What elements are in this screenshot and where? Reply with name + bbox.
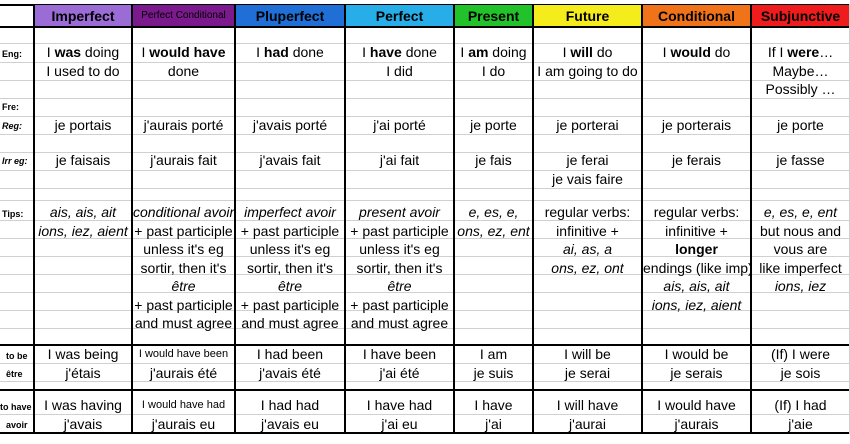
header-perfect-conditional: Perfect Conditional [133, 5, 234, 26]
grid-line [0, 389, 850, 391]
row-label-fre: Fre: [2, 102, 20, 112]
to-be-cell: I would have been j'aurais été [138, 348, 229, 381]
grid-line [0, 98, 850, 99]
reg-cell: j'avais porté [252, 117, 328, 133]
to-be-cell: I will be je serai [564, 346, 611, 381]
grid-line [0, 200, 850, 201]
irreg-cell: je ferais [671, 152, 722, 168]
row-label-reg: Reg: [2, 121, 22, 131]
to-be-cell: I have been j'ai été [362, 346, 437, 381]
row-label-avoir: avoir [6, 420, 28, 430]
reg-cell: je porte [470, 117, 517, 133]
tips-imperfect: ais, ais, ait ions, iez, aient [38, 204, 128, 239]
reg-cell: je porterais [661, 117, 732, 133]
to-be-cell: I had been j'avais été [256, 346, 324, 381]
to-have-cell: I would have had j'aurais eu [141, 399, 226, 432]
eng-cell: I am doing I do [460, 44, 527, 79]
reg-cell: j'ai porté [373, 117, 426, 133]
eng-cell: If I were… Maybe… Possibly … [765, 44, 836, 97]
to-be-cell: (If) I were je sois [770, 346, 831, 381]
row-label-eng: Eng: [2, 49, 22, 59]
header-perfect: Perfect [346, 5, 453, 26]
tips-subjunctive: e, es, e, ent but nous and vous are like imperfect ions, iez [759, 204, 842, 294]
row-label-to-be: to be [6, 351, 28, 361]
eng-cell: I have done I did [362, 44, 437, 79]
irreg-cell: je ferai je vais faire [552, 152, 623, 187]
to-have-cell: I was having j'avais [44, 397, 122, 432]
header-conditional: Conditional [643, 5, 750, 26]
header-present: Present [455, 5, 532, 26]
irreg-cell: j'aurais fait [150, 152, 217, 168]
reg-cell: je portais [54, 117, 112, 133]
to-be-cell: I was being j'étais [47, 346, 119, 381]
tips-future: regular verbs: infinitive + ai, as, a ons, ez, ont [544, 204, 631, 276]
tips-pluperfect: imperfect avoir + past participle unless it's eg sortir, then it's être + past participle and must agree [240, 204, 340, 331]
eng-cell: I would have done [141, 44, 226, 79]
row-label-tips: Tips: [2, 209, 24, 219]
grid-line [0, 80, 850, 81]
irreg-cell: je faisais [55, 152, 111, 168]
reg-cell: je porterai [556, 117, 619, 133]
irreg-cell: j'avais fait [259, 152, 321, 168]
header-imperfect: Imperfect [35, 5, 131, 26]
to-have-cell: I have j'ai [474, 397, 513, 432]
to-have-cell: I will have j'aurai [556, 397, 619, 432]
tips-conditional: regular verbs: infinitive + longer endings (like imp) ais, ais, ait ions, iez, aient [643, 204, 753, 313]
row-label-to-have: to have [0, 402, 32, 412]
eng-cell: I would do [662, 44, 731, 60]
to-have-cell: I had had j'avais eu [260, 397, 320, 432]
irreg-cell: je fais [475, 152, 512, 168]
eng-cell: I was doing I used to do [46, 44, 120, 79]
tips-present: e, es, e, ons, ez, ent [457, 204, 530, 239]
header-subjunctive: Subjunctive [752, 5, 849, 26]
grid-line [0, 188, 850, 189]
irreg-cell: je fasse [776, 152, 825, 168]
eng-cell: I had done [256, 44, 324, 60]
grid-line [0, 170, 850, 171]
to-have-cell: I would have j'aurais [657, 397, 736, 432]
header-pluperfect: Pluperfect [236, 5, 344, 26]
tips-perfect: present avoir + past participle unless it's eg sortir, then it's être + past participle and must agree [350, 204, 449, 331]
to-have-cell: (If) I had j'aie [774, 397, 827, 432]
row-label-irreg: Irr eg: [2, 156, 28, 166]
to-have-cell: I have had j'ai eu [366, 397, 433, 432]
irreg-cell: j'ai fait [379, 152, 420, 168]
row-label-etre: être [6, 369, 23, 379]
reg-cell: je porte [777, 117, 824, 133]
to-be-cell: I am je suis [473, 346, 514, 381]
header-future: Future [534, 5, 641, 26]
eng-cell: I will do I am going to do [537, 44, 638, 79]
tips-perfect-conditional: conditional avoir + past participle unless it's eg sortir, then it's être + past participle and must agree [133, 204, 235, 331]
reg-cell: j'aurais porté [143, 117, 224, 133]
to-be-cell: I would be je serais [664, 346, 729, 381]
grid-line [0, 26, 850, 28]
